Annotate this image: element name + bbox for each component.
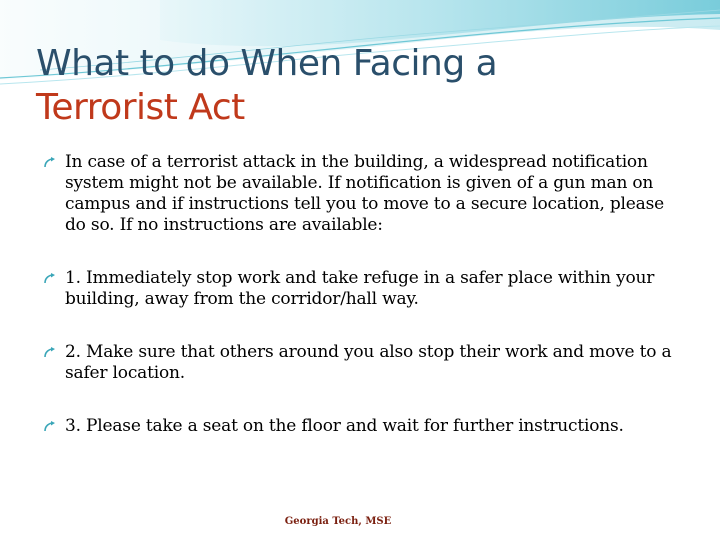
curved-arrow-icon xyxy=(44,347,56,359)
bullet-text: 1. Immediately stop work and take refuge in a safer place within your building, away from the corridor/hall way. xyxy=(65,268,655,309)
curved-arrow-icon xyxy=(44,273,56,285)
title-line-1: What to do When Facing a xyxy=(36,43,498,84)
curved-arrow-icon xyxy=(44,421,56,433)
bullet-item-step-1 xyxy=(42,268,682,310)
slide-footer: Georgia Tech, MSE xyxy=(284,516,392,527)
bullet-item-step-3 xyxy=(42,416,682,437)
slide-title xyxy=(36,42,676,130)
title-line-2: Terrorist Act xyxy=(36,87,245,128)
bullet-item-intro xyxy=(42,152,682,236)
curved-arrow-icon xyxy=(44,157,56,169)
bullet-item-step-2 xyxy=(42,342,682,384)
bullet-text: 2. Make sure that others around you also stop their work and move to a safer location. xyxy=(65,342,672,383)
bullet-text: 3. Please take a seat on the floor and wait for further instructions. xyxy=(65,416,624,436)
bullet-list xyxy=(42,152,682,437)
bullet-text: In case of a terrorist attack in the building, a widespread notification system might not be available. If notification is given of a gun man on campus and if instructions tell you to move to a secure location, please do so. If no instructions are available: xyxy=(65,152,664,235)
